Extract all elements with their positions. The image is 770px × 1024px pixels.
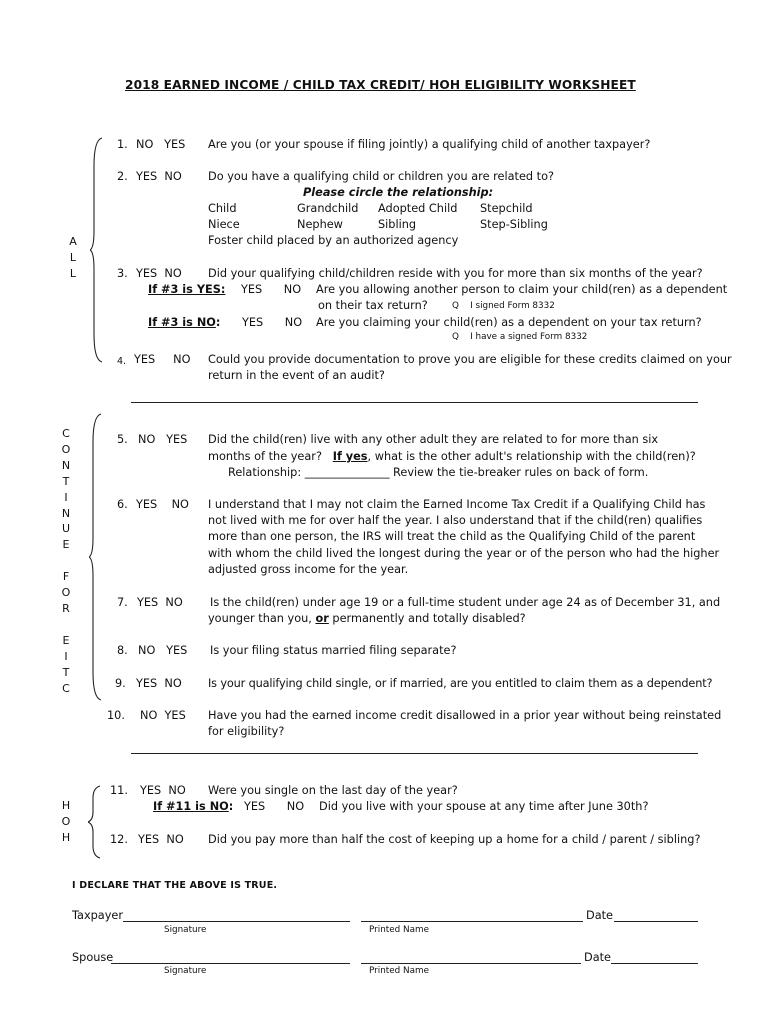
- q7-number: 7.: [117, 596, 128, 609]
- taxpayer-label: Taxpayer: [72, 909, 124, 922]
- brace-eitc: [89, 412, 105, 702]
- q11-if-colon: :: [228, 800, 234, 813]
- q12-text: Did you pay more than half the cost of keeping up a home for a child / parent / sibling?: [208, 833, 701, 846]
- spouse-date-label: Date: [584, 951, 612, 964]
- q6-line-1: I understand that I may not claim the Earned Income Tax Credit if a Qualifying Child has: [208, 498, 706, 511]
- relationship-adopted-child[interactable]: Adopted Child: [378, 202, 458, 215]
- spouse-signature-caption: Signature: [164, 966, 207, 976]
- q5-number: 5.: [117, 433, 128, 446]
- q1-answers[interactable]: NO YES: [136, 138, 186, 151]
- q7-text: Is the child(ren) under age 19 or a full-time student under age 24 as of December 31, and: [210, 596, 721, 609]
- q1-text: Are you (or your spouse if filing jointly) a qualifying child of another taxpayer?: [208, 138, 651, 151]
- q6-answers[interactable]: YES NO: [136, 498, 189, 511]
- q10-answers[interactable]: NO YES: [140, 709, 186, 722]
- q4-answers[interactable]: YES NO: [134, 353, 191, 366]
- declaration-text: I DECLARE THAT THE ABOVE IS TRUE.: [72, 880, 278, 891]
- q3-if-no-answers[interactable]: YES NO: [242, 316, 303, 329]
- relationship-grandchild[interactable]: Grandchild: [297, 202, 359, 215]
- relationship-niece[interactable]: Niece: [208, 218, 240, 231]
- brace-all: [90, 136, 106, 364]
- section-divider-eitc: [131, 753, 698, 754]
- q9-answers[interactable]: YES NO: [136, 677, 182, 690]
- taxpayer-printed-name-caption: Printed Name: [369, 925, 429, 935]
- q11-number: 11.: [110, 784, 128, 797]
- worksheet-title: 2018 EARNED INCOME / CHILD TAX CREDIT/ HOH ELIGIBILITY WORKSHEET: [125, 78, 636, 92]
- q3-if-no-label: If #3 is NO: [148, 316, 216, 329]
- q12-number: 12.: [110, 833, 128, 846]
- relationship-stepchild[interactable]: Stepchild: [480, 202, 533, 215]
- q6-line-4: with whom the child lived the longest during the year or of the person who had the higher: [208, 547, 720, 560]
- q6-line-5: adjusted gross income for the year.: [208, 563, 409, 576]
- q6-number: 6.: [117, 498, 128, 511]
- relationship-nephew[interactable]: Nephew: [297, 218, 343, 231]
- q3-if-yes-answers[interactable]: YES NO: [241, 283, 302, 296]
- q11-if-answers[interactable]: YES NO: [244, 800, 305, 813]
- q1-number: 1.: [117, 138, 128, 151]
- q2-circle-note: Please circle the relationship:: [303, 186, 494, 199]
- section-divider-all: [131, 402, 698, 403]
- q7-text-cont-c: permanently and totally disabled?: [328, 612, 526, 625]
- q4-number: 4.: [117, 356, 127, 367]
- q8-number: 8.: [117, 644, 128, 657]
- q3-if-yes-text-cont: on their tax return?: [318, 299, 428, 312]
- q8-text: Is your filing status married filing separate?: [210, 644, 457, 657]
- q3-if-yes-label: If #3 is YES:: [148, 283, 226, 296]
- q4-text-cont: return in the event of an audit?: [208, 369, 385, 382]
- q5-answers[interactable]: NO YES: [138, 433, 188, 446]
- taxpayer-signature-caption: Signature: [164, 925, 207, 935]
- q5-relationship-field[interactable]: Relationship: _______________ Review the tie-breaker rules on back of form.: [228, 466, 649, 479]
- relationship-step-sibling[interactable]: Step-Sibling: [480, 218, 548, 231]
- q3-form-8332-have-checkbox[interactable]: Q I have a signed Form 8332: [452, 332, 588, 342]
- q7-text-cont-a: younger than you,: [208, 612, 316, 625]
- taxpayer-date-label: Date: [586, 909, 614, 922]
- q3-form-8332-signed-checkbox[interactable]: Q I signed Form 8332: [452, 301, 555, 311]
- q5-text-cont-a: months of the year?: [208, 450, 333, 463]
- q6-line-3: more than one person, the IRS will treat the child as the Qualifying Child of the parent: [208, 530, 696, 543]
- q3-number: 3.: [117, 267, 128, 280]
- spouse-printed-name-field[interactable]: [361, 963, 581, 964]
- q3-if-yes-text: Are you allowing another person to claim your child(ren) as a dependent: [316, 283, 728, 296]
- taxpayer-signature-field[interactable]: [123, 921, 350, 922]
- side-label-continue-for-eitc: C O N T I N U E F O R E I T C: [61, 427, 71, 695]
- q3-if-no-text: Are you claiming your child(ren) as a dependent on your tax return?: [316, 316, 702, 329]
- q12-answers[interactable]: YES NO: [138, 833, 184, 846]
- q2-text: Do you have a qualifying child or children you are related to?: [208, 170, 554, 183]
- q11-if-label: If #11 is NO: [153, 800, 229, 813]
- q2-answers[interactable]: YES NO: [136, 170, 182, 183]
- q3-answers[interactable]: YES NO: [136, 267, 182, 280]
- q11-if-text: Did you live with your spouse at any time after June 30th?: [319, 800, 649, 813]
- q3-text: Did your qualifying child/children reside with you for more than six months of the year?: [208, 267, 703, 280]
- q9-text: Is your qualifying child single, or if married, are you entitled to claim them as a dependent?: [208, 677, 713, 690]
- q10-text: Have you had the earned income credit disallowed in a prior year without being reinstated: [208, 709, 722, 722]
- side-label-all: A L L: [69, 235, 77, 280]
- q3-if-no-colon: :: [215, 316, 221, 329]
- spouse-signature-field[interactable]: [111, 963, 350, 964]
- brace-hoh: [88, 784, 104, 860]
- relationship-sibling[interactable]: Sibling: [378, 218, 417, 231]
- q4-text: Could you provide documentation to prove you are eligible for these credits claimed on your: [208, 353, 732, 366]
- q10-text-cont: for eligibility?: [208, 725, 285, 738]
- side-label-hoh: H O H: [61, 799, 71, 844]
- relationship-child[interactable]: Child: [208, 202, 237, 215]
- taxpayer-date-field[interactable]: [614, 921, 698, 922]
- q10-number: 10.: [107, 709, 125, 722]
- spouse-date-field[interactable]: [611, 963, 698, 964]
- q11-text: Were you single on the last day of the year?: [208, 784, 458, 797]
- spouse-label: Spouse: [72, 951, 114, 964]
- q11-answers[interactable]: YES NO: [140, 784, 186, 797]
- relationship-foster[interactable]: Foster child placed by an authorized agency: [208, 234, 459, 247]
- q7-or: or: [315, 612, 329, 625]
- q5-text: Did the child(ren) live with any other adult they are related to for more than six: [208, 433, 659, 446]
- q2-number: 2.: [117, 170, 128, 183]
- taxpayer-printed-name-field[interactable]: [361, 921, 583, 922]
- q7-answers[interactable]: YES NO: [137, 596, 183, 609]
- q6-line-2: not lived with me for over half the year. I also understand that if the child(ren) qualifies: [208, 514, 703, 527]
- q5-text-cont-c: , what is the other adult's relationship with the child(ren)?: [367, 450, 696, 463]
- q8-answers[interactable]: NO YES: [138, 644, 188, 657]
- q5-if-yes: If yes: [332, 450, 368, 463]
- q9-number: 9.: [115, 677, 126, 690]
- spouse-printed-name-caption: Printed Name: [369, 966, 429, 976]
